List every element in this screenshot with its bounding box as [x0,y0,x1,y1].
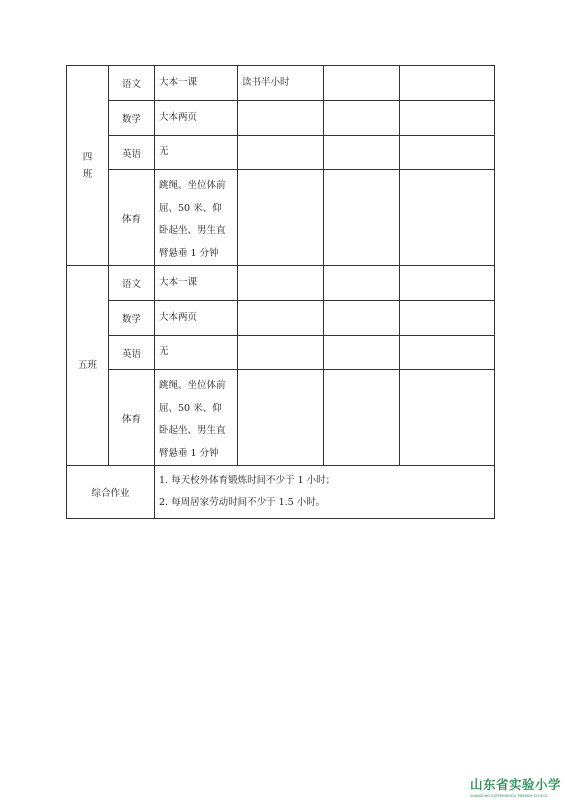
extra-cell [238,301,324,336]
extra-cell [238,370,324,466]
summary-label: 综合作业 [91,488,130,499]
class-name-cell [67,66,109,266]
summary-label-cell [67,466,155,519]
empty-cell [324,301,400,336]
extra-cell [238,136,324,170]
school-logo-name: 山东省实验小学 [470,777,562,792]
assignment-text: 大本一课 [159,276,198,288]
summary-item: 2. 每周居家劳动时间不少于 1.5 小时。 [159,497,326,508]
empty-cell [400,370,495,466]
assignment-text: 无 [159,146,169,158]
table-row [67,66,495,101]
assignment-line: 跳绳、坐位体前 [159,180,226,191]
assignment-line: 卧起坐、男生直 [159,225,226,236]
empty-cell [324,136,400,170]
assignment-line: 屈、50 米、仰 [159,202,222,214]
assignment-text: 大本一课 [159,76,198,88]
subject-label: 体育 [121,413,141,425]
empty-cell [400,301,495,336]
subject-cell [109,170,155,266]
table-row [67,370,495,466]
assignment-line: 卧起坐、男生直 [159,425,226,436]
subject-label: 英语 [121,348,141,360]
assignment-cell [155,170,238,266]
school-logo [470,775,562,797]
subject-cell [109,336,155,370]
extra-cell [238,170,324,266]
assignment-cell [155,101,238,136]
subject-cell [109,266,155,301]
table-row [67,301,495,336]
subject-label: 数学 [121,314,141,325]
school-logo-english: SHANDONG EXPERIMENTAL PRIMARY SCHOOL [470,794,549,798]
subject-label: 体育 [121,213,141,225]
extra-cell [238,66,324,101]
subject-label: 数学 [121,114,141,125]
empty-cell [324,66,400,101]
subject-label: 英语 [121,148,141,160]
assignment-line: 臂悬垂 1 分钟 [159,447,219,459]
extra-text: 读书半小时 [242,76,290,88]
assignment-cell [155,266,238,301]
table-row [67,466,495,519]
empty-cell [324,101,400,136]
class-name: 四 班 [82,151,93,180]
assignment-line: 臂悬垂 1 分钟 [159,247,219,259]
empty-cell [324,336,400,370]
subject-cell [109,101,155,136]
empty-cell [400,66,495,101]
assignment-line: 跳绳、坐位体前 [159,380,226,391]
empty-cell [400,136,495,170]
empty-cell [324,370,400,466]
empty-cell [400,101,495,136]
assignment-line: 屈、50 米、仰 [159,402,222,414]
subject-cell [109,370,155,466]
table-row [67,266,495,301]
assignment-cell [155,336,238,370]
empty-cell [400,266,495,301]
table-row [67,136,495,170]
assignment-text: 无 [159,346,169,358]
table-row [67,170,495,266]
class-name-cell [67,266,109,466]
assignment-text: 大本两页 [159,311,198,323]
subject-label: 语文 [121,279,141,290]
table-row [67,101,495,136]
class-name: 五班 [77,360,97,371]
subject-label: 语文 [121,79,141,90]
summary-cell [155,466,495,519]
subject-cell [109,301,155,336]
table-row [67,336,495,370]
extra-cell [238,266,324,301]
assignment-text: 大本两页 [159,111,198,123]
summary-item: 1. 每天校外体育锻炼时间不少于 1 小时； [159,475,336,486]
assignment-cell [155,301,238,336]
assignment-cell [155,66,238,101]
assignment-cell [155,136,238,170]
empty-cell [324,170,400,266]
extra-cell [238,336,324,370]
assignment-cell [155,370,238,466]
empty-cell [400,170,495,266]
subject-cell [109,136,155,170]
subject-cell [109,66,155,101]
extra-cell [238,101,324,136]
empty-cell [324,266,400,301]
homework-table [66,65,495,519]
empty-cell [400,336,495,370]
